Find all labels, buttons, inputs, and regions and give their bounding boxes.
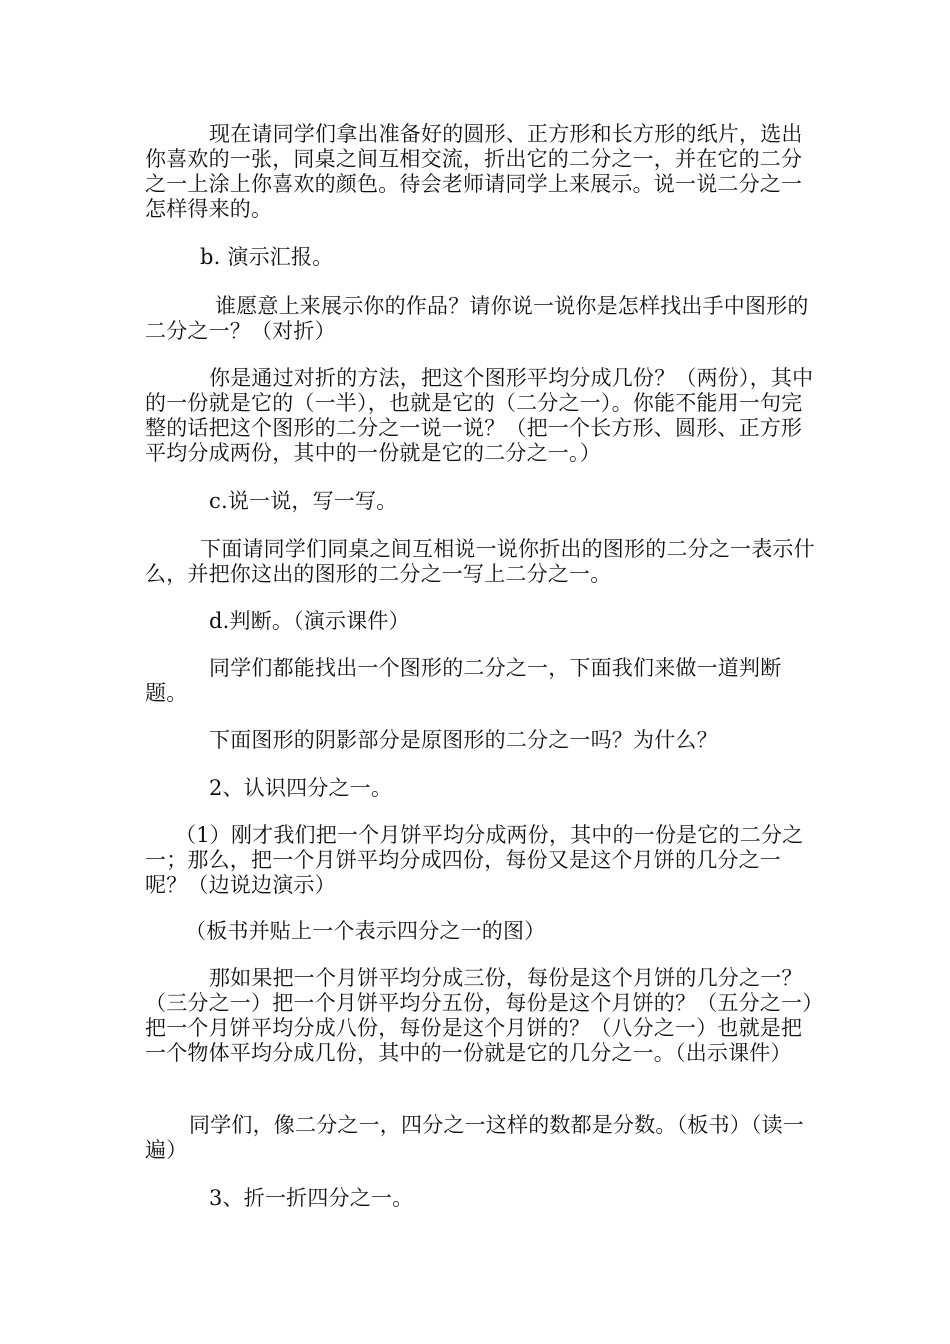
paragraph-fractions-examples: 那如果把一个月饼平均分成三份，每份是这个月饼的几分之一？（三分之一）把一个月饼平均分五份，每份是这个月饼的？（五分之一）把一个月饼平均分成八份，每份是这个月饼的？（八分之一）也就是把一个物体平均分成几份，其中的一份就是它的几分之一。（出示课件） <box>145 966 813 1065</box>
paragraph-quarter-intro: （1）刚才我们把一个月饼平均分成两份，其中的一份是它的二分之一；那么，把一个月饼平均分成四份，每份又是这个月饼的几分之一呢？（边说边演示） <box>145 823 804 897</box>
paragraph-pair-discussion: 下面请同学们同桌之间互相说一说你折出的图形的二分之一表示什么，并把你这出的图形的二分之一写上二分之一。 <box>145 537 815 586</box>
paragraph-section-3: 3、折一折四分之一。 <box>209 1186 414 1210</box>
paragraph-item-d: d.判断。（演示课件） <box>209 609 410 633</box>
paragraph-judgement-question: 下面图形的阴影部分是原图形的二分之一吗？为什么？ <box>209 728 718 752</box>
paragraph-item-c: c.说一说，写一写。 <box>209 489 398 513</box>
paragraph-judgement-intro: 同学们都能找出一个图形的二分之一，下面我们来做一道判断题。 <box>145 656 782 705</box>
paragraph-item-b: b. 演示汇报。 <box>200 245 334 269</box>
paragraph-show-work: 谁愿意上来展示你的作品？请你说一说你是怎样找出手中图形的二分之一？（对折） <box>145 294 809 343</box>
paragraph-board-note: （板书并贴上一个表示四分之一的图） <box>185 919 546 943</box>
paragraph-fold-instruction: 现在请同学们拿出准备好的圆形、正方形和长方形的纸片，选出你喜欢的一张，同桌之间互相交流，折出它的二分之一，并在它的二分之一上涂上你喜欢的颜色。待会老师请同学上来展示。说一说二分之一怎样得来的。 <box>145 122 803 221</box>
paragraph-fold-method: 你是通过对折的方法，把这个图形平均分成几份？（两份），其中的一份就是它的（一半），也就是它的（二分之一）。你能不能用一句完整的话把这个图形的二分之一说一说？（把一个长方形、圆形、正方形平均分成两份，其中的一份就是它的二分之一。） <box>145 366 814 465</box>
paragraph-section-2: 2、认识四分之一。 <box>209 776 393 800</box>
paragraph-fraction-definition: 同学们，像二分之一，四分之一这样的数都是分数。（板书）（读一遍） <box>145 1113 804 1162</box>
